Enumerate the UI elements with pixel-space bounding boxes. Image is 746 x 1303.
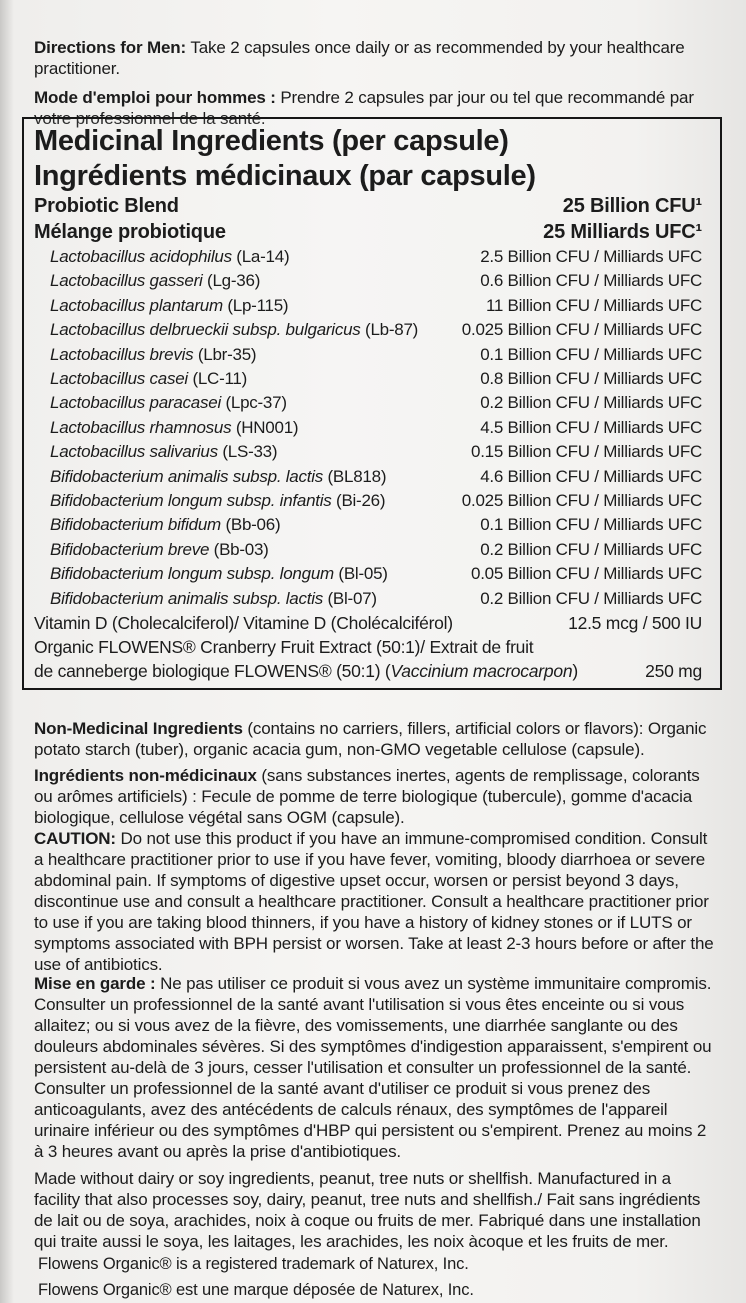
strain-code: (BL818) [327,466,387,486]
strain-amount: 0.15 Billion CFU / Milliards UFC [471,442,702,462]
strain-amount: 0.2 Billion CFU / Milliards UFC [480,539,702,559]
flowens-name [34,635,578,683]
strain-code: (La-14) [236,247,290,266]
strain-amount: 0.025 Billion CFU / Milliards UFC [461,491,702,511]
strain-name: Lactobacillus paracasei [50,393,221,413]
allergen-statement: Made without dairy or soy ingredients, peanut, tree nuts or shellfish. Manufactured in a facility that also processes soy, dairy, peanut, tree nuts and shellfish./ Fait sans ingrédients de lait ou de soya, arachides, noix à coque ou fruits de mer. Fabriqué dans une installation qui traite aussi le soya, les laitages, les arachides, les noix àcoque et les fruits de mer. [34,1169,701,1251]
flowens-species: Vaccinium macrocarpon [390,661,573,682]
strain-name: Lactobacillus casei [50,369,188,389]
blend-amount-fr: 25 Milliards UFC¹ [543,220,702,243]
caution-fr [34,973,714,1162]
strain-code: (Bl-05) [338,564,388,584]
strain-row [34,489,702,513]
directions-fr-label: Mode d'emploi pour hommes : [34,88,276,107]
directions-en-label: Directions for Men: [34,38,187,57]
strain-row [34,562,702,586]
strain-name: Lactobacillus rhamnosus [50,417,232,437]
strain-row [34,318,702,342]
vitamin-d-row [34,611,702,635]
flowens-row [34,635,702,683]
flowens-line2: de canneberge biologique FLOWENS® (50:1) (Vaccinium macrocarpon) [34,661,578,682]
flowens-line1: Organic FLOWENS® Cranberry Fruit Extract (50:1)/ Extrait de fruit [34,637,534,658]
strain-name: Bifidobacterium longum subsp. longum [50,564,334,584]
probiotic-blend-row-fr [34,220,702,246]
strain-amount: 11 Billion CFU / Milliards UFC [485,295,702,315]
strain-amount: 0.8 Billion CFU / Milliards UFC [480,369,702,389]
vitamin-d-amount: 12.5 mcg / 500 IU [568,613,702,634]
strain-code: (Lb-87) [365,320,419,340]
strain-row [34,269,702,293]
strain-name: Lactobacillus plantarum [50,295,223,315]
box-title-en: Medicinal Ingredients (per capsule) [34,125,509,157]
directions-en-text: Take 2 capsules once daily or as recommended by your healthcare practitioner. [34,38,685,78]
strain-code: (Bb-03) [213,539,269,559]
strain-code: (LS-33) [222,442,278,462]
strain-amount: 4.6 Billion CFU / Milliards UFC [480,466,702,486]
strain-row [34,245,702,269]
caution-en-label: CAUTION: [34,829,116,848]
blend-name-fr: Mélange probiotique [34,220,226,243]
strain-name: Lactobacillus gasseri [50,271,203,291]
directions-en [34,37,714,79]
strain-row [34,416,702,440]
strain-code: (Lpc-37) [225,393,287,413]
strain-code: (Lbr-35) [197,344,257,364]
strain-name: Lactobacillus brevis [50,344,194,364]
strain-row [34,587,702,611]
strain-row [34,367,702,391]
trademark-fr: Flowens Organic® est une marque déposée de Naturex, Inc. [38,1281,474,1299]
strain-code: (Bb-06) [225,515,281,535]
probiotic-blend-row-en [34,194,702,220]
non-medicinal-fr-text: (sans substances inertes, agents de remplissage, colorants ou arômes artificiels) : Fecule de pomme de terre biologique (tubercule), gomme d'acacia biologique, cellulose végétal sans OGM (capsule). [34,766,700,827]
strain-row [34,465,702,489]
strain-row [34,440,702,464]
strain-name: Bifidobacterium animalis subsp. lactis [50,588,324,608]
vitamin-d-name: Vitamin D (Cholecalciferol)/ Vitamine D (Cholécalciférol) [34,613,453,634]
strain-row [34,343,702,367]
caution-fr-label: Mise en garde : [34,974,156,993]
strain-amount: 0.025 Billion CFU / Milliards UFC [461,320,702,340]
strain-amount: 2.5 Billion CFU / Milliards UFC [480,247,702,266]
non-medicinal-en-label: Non-Medicinal Ingredients [34,719,243,738]
strain-code: (Bl-07) [327,588,377,608]
strain-amount: 0.2 Billion CFU / Milliards UFC [480,588,702,608]
strain-amount: 0.2 Billion CFU / Milliards UFC [480,393,702,413]
strain-name: Bifidobacterium animalis subsp. lactis [50,466,324,486]
strain-code: (LC-11) [192,369,248,389]
non-medicinal-fr [34,765,714,828]
strain-row [34,391,702,415]
strain-row [34,513,702,537]
strain-amount: 4.5 Billion CFU / Milliards UFC [480,417,702,437]
strain-code: (Lp-115) [227,295,289,315]
strain-amount: 0.05 Billion CFU / Milliards UFC [471,564,702,584]
strain-name: Lactobacillus salivarius [50,442,218,462]
caution-en [34,828,714,975]
blend-amount-en: 25 Billion CFU¹ [562,195,702,217]
non-medicinal-fr-label: Ingrédients non-médicinaux [34,766,257,785]
flowens-amount: 250 mg [645,661,702,682]
strain-row [34,294,702,318]
non-medicinal-en-text: (contains no carriers, fillers, artificial colors or flavors): Organic potato starch (tuber), organic acacia gum, non-GMO vegetable cellulose (capsule). [34,719,707,759]
strain-name: Lactobacillus delbrueckii subsp. bulgaricus [50,320,361,340]
caution-fr-text: Ne pas utiliser ce produit si vous avez un système immunitaire compromis. Consulter un professionnel de la santé avant l'utilisation si vous êtes enceinte ou si vous allaitez; ou si vous avez de la fièvre, des vomissements, une diarrhée sanglante ou des douleurs abdominales sévères. Si des symptômes d'indigestion apparaissent, s'empirent ou persistent au-delà de 3 jours, cesser l'utilisation et consulter un professionnel de la santé. Consulter un professionnel de la santé avant d'utiliser ce produit si vous prenez des anticoagulants, avez des antécédents de calculs rénaux, des symptômes de l'appareil urinaire inférieur ou des symptômes d'HBP qui persistent ou s'empirent. Prenez au moins 2 à 3 heures avant ou après la prise d'antibiotiques. [34,974,712,1161]
blend-name-en: Probiotic Blend [34,195,179,217]
strain-name: Bifidobacterium bifidum [50,515,221,535]
strain-name: Bifidobacterium longum subsp. infantis [50,491,332,511]
directions-fr-text: Prendre 2 capsules par jour ou tel que recommandé par votre professionnel de la santé. [34,88,694,128]
strain-name: Bifidobacterium breve [50,539,210,559]
strain-amount: 0.1 Billion CFU / Milliards UFC [480,344,702,364]
strain-code: (HN001) [235,417,299,437]
strain-row [34,538,702,562]
medicinal-ingredients-box [22,117,722,690]
strain-name: Lactobacillus acidophilus [50,247,232,266]
trademark-en: Flowens Organic® is a registered trademark of Naturex, Inc. [38,1255,469,1273]
caution-en-text: Do not use this product if you have an immune-compromised condition. Consult a healthcare practitioner prior to use if you have fever, vomiting, bloody diarrhoea or severe abdominal pain. If symptoms of digestive upset occur, worsen or persist beyond 3 days, discontinue use and consult a healthcare practitioner. Consult a healthcare practitioner prior to use if you are taking blood thinners, if you have a history of kidney stones or if LUTS or symptoms associated with BPH persist or worsen. Take at least 2-3 hours before or after the use of antibiotics. [34,829,714,974]
strain-amount: 0.6 Billion CFU / Milliards UFC [480,271,702,291]
non-medicinal-en [34,718,714,760]
strain-amount: 0.1 Billion CFU / Milliards UFC [480,515,702,535]
strain-code: (Bi-26) [336,491,386,511]
box-title-fr: Ingrédients médicinaux (par capsule) [34,160,536,192]
strain-code: (Lg-36) [207,271,261,291]
